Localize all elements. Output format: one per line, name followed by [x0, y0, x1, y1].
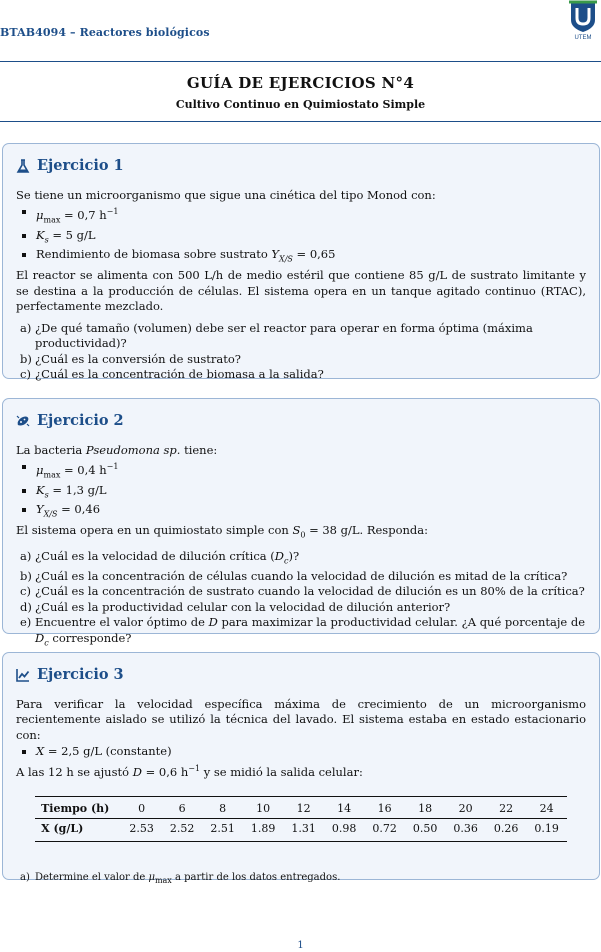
exercise-2-questions	[16, 549, 586, 651]
table-cell-biomass: 2.52	[162, 819, 203, 842]
exercise-1-params	[22, 204, 586, 267]
exercise-2-heading	[16, 413, 586, 429]
exercise-3-box	[2, 652, 600, 885]
table-cell-biomass: 0.98	[324, 819, 365, 842]
question-text: ¿Cuál es la conversión de sustrato?	[35, 351, 241, 366]
table-cell-time: 8	[202, 796, 243, 819]
list-item	[16, 549, 586, 569]
list-item	[16, 870, 586, 889]
exercise-2-intro	[16, 443, 586, 459]
question-label: c)	[20, 584, 31, 599]
species-name: Pseudomona sp.	[85, 442, 181, 457]
list-item	[16, 584, 586, 600]
question-text: Determine el valor de $\mu_{max}$ a partir de los datos entregados.	[35, 871, 341, 885]
washout-data-table	[35, 796, 567, 842]
exercise-2-params	[22, 459, 586, 522]
table-row-header: X (g/L)	[35, 819, 121, 842]
question-text: ¿Cuál es la concentración de sustrato cuando la velocidad de dilución es un 80% de la crítica?	[35, 584, 585, 599]
list-item	[16, 569, 586, 585]
list-item	[16, 600, 586, 616]
question-label: c)	[20, 367, 31, 382]
question-label: b)	[20, 568, 32, 583]
table-row-header: Tiempo (h)	[35, 796, 121, 819]
exercise-3-title: Ejercicio 3	[37, 666, 124, 683]
table-cell-time: 20	[445, 796, 486, 819]
title-rule	[0, 121, 601, 122]
param-ks: $K_s = 5$ g/L	[36, 227, 96, 244]
question-text: ¿De qué tamaño (volumen) debe ser el reactor para operar en forma óptima (máxima productividad)?	[35, 320, 533, 351]
intro-text-end: tiene:	[180, 442, 218, 457]
flask-icon	[16, 159, 30, 173]
list-item	[22, 483, 586, 503]
table-cell-biomass: 1.89	[243, 819, 284, 842]
table-cell-biomass: 0.72	[364, 819, 405, 842]
question-label: a)	[20, 320, 32, 335]
table-cell-time: 0	[121, 796, 162, 819]
chart-line-icon	[16, 668, 30, 682]
page-title: GUÍA DE EJERCICIOS N°4	[186, 74, 415, 92]
question-text: ¿Cuál es la productividad celular con la velocidad de dilución anterior?	[35, 599, 451, 614]
table-cell-time: 6	[162, 796, 203, 819]
table-cell-time: 22	[486, 796, 527, 819]
list-item	[22, 502, 586, 522]
question-label: a)	[20, 549, 32, 564]
list-item	[16, 367, 586, 383]
exercise-1-paragraph: El reactor se alimenta con 500 L/h de medio estéril que contiene 85 g/L de sustrato limitante y se destina a la producción de células. El sistema opera en un tanque agitado continuo (RTAC), perfectamente mezclado.	[16, 268, 586, 314]
list-item	[22, 744, 586, 760]
question-text: ¿Cuál es la velocidad de dilución crítica $(D_c)$?	[35, 549, 300, 566]
param-x: X = 2,5 g/L (constante)	[36, 744, 172, 758]
question-text: ¿Cuál es la concentración de biomasa a la salida?	[35, 367, 324, 382]
page-header	[0, 0, 601, 62]
table-cell-time: 16	[364, 796, 405, 819]
question-label: d)	[20, 599, 32, 614]
exercise-1-heading	[16, 158, 586, 174]
exercise-2-paragraph: El sistema opera en un quimiostato simple con $S_0 = 38$ g/L. Responda:	[16, 523, 428, 540]
list-item	[22, 204, 586, 228]
question-label: b)	[20, 351, 32, 366]
page-subtitle: Cultivo Continuo en Quimiostato Simple	[175, 98, 426, 111]
table-cell-time: 10	[243, 796, 284, 819]
table-cell-biomass: 0.19	[526, 819, 567, 842]
table-cell-biomass: 1.31	[283, 819, 324, 842]
exercise-3-intro: Para verificar la velocidad específica máxima de crecimiento de un microorganismo recientemente aislado se utilizó la técnica del lavado. El sistema estaba en estado estacionario con:	[16, 696, 586, 742]
table-cell-time: 12	[283, 796, 324, 819]
table-row	[35, 796, 567, 819]
exercise-2-box	[2, 398, 600, 648]
logo-text: UTEM	[574, 35, 592, 40]
exercise-1-box	[2, 143, 600, 382]
title-block	[0, 74, 601, 111]
param-yield: Rendimiento de biomasa sobre sustrato $Y_{X/S} = 0,65$	[36, 247, 336, 264]
bacteria-icon	[16, 414, 30, 428]
param-mumax: $\mu_{max} = 0,4$ $h^{-1}$	[36, 462, 119, 480]
exercise-3-paragraph: A las 12 h se ajustó D = 0,6 $h^{-1}$ y se midió la salida celular:	[16, 763, 363, 779]
header-rule	[0, 61, 601, 62]
exercise-3-params	[22, 744, 586, 760]
intro-text: La bacteria	[16, 442, 86, 457]
list-item	[16, 615, 586, 650]
exercise-3-questions	[16, 870, 586, 889]
table-cell-biomass: 2.53	[121, 819, 162, 842]
list-item	[22, 228, 586, 248]
course-title: BTAB4094 – Reactores biológicos	[0, 26, 210, 39]
page-number: 1	[297, 940, 304, 951]
exercise-2-title: Ejercicio 2	[37, 412, 124, 429]
exercise-3-question	[16, 870, 586, 889]
list-item	[16, 352, 586, 368]
list-item	[22, 247, 586, 267]
exercise-1-title: Ejercicio 1	[37, 157, 124, 174]
exercise-1-intro: Se tiene un microorganismo que sigue una cinética del tipo Monod con:	[16, 187, 436, 202]
param-mumax: $\mu_{max} = 0,7$ $h^{-1}$	[36, 207, 119, 225]
utem-logo	[565, 0, 601, 40]
question-text: ¿Cuál es la concentración de células cuando la velocidad de dilución es mitad de la crítica?	[35, 568, 568, 583]
table-cell-biomass: 2.51	[202, 819, 243, 842]
question-label: a)	[20, 871, 30, 883]
list-item	[22, 459, 586, 483]
table-cell-time: 18	[405, 796, 446, 819]
param-ks: $K_s = 1,3$ g/L	[36, 482, 107, 499]
exercise-3-heading	[16, 667, 586, 683]
table-cell-time: 24	[526, 796, 567, 819]
question-text: Encuentre el valor óptimo de D para maximizar la productividad celular. ¿A qué porcentaje de $D_c$ corresponde?	[35, 615, 586, 648]
table-cell-time: 14	[324, 796, 365, 819]
list-item	[16, 321, 586, 352]
exercise-1-questions	[16, 321, 586, 383]
table-row	[35, 819, 567, 842]
table-cell-biomass: 0.36	[445, 819, 486, 842]
table-cell-biomass: 0.50	[405, 819, 446, 842]
question-label: e)	[20, 615, 32, 630]
table-cell-biomass: 0.26	[486, 819, 527, 842]
param-yield: $Y_{X/S} = 0,46$	[36, 502, 101, 519]
